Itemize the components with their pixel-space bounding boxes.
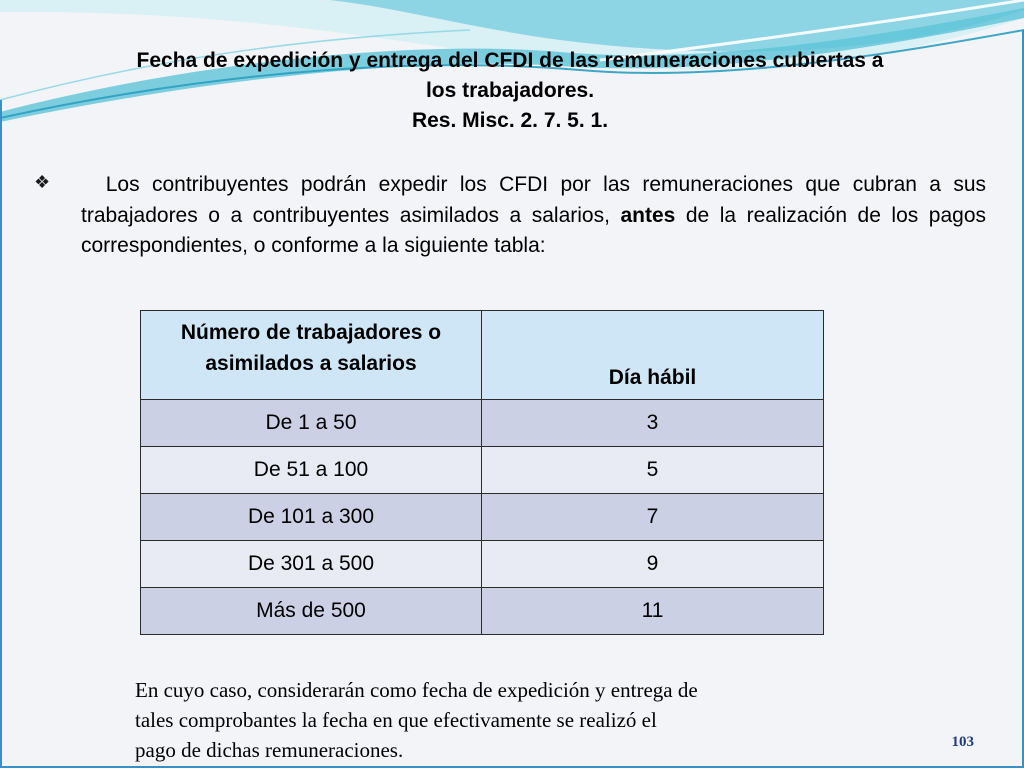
cell-day: 7 [482,494,824,541]
table-row [141,447,824,494]
title-line-2: los trabajadores. [425,79,595,102]
cell-range: De 101 a 300 [141,494,482,541]
header-business-day: Día hábil [482,311,824,400]
cell-range: De 301 a 500 [141,541,482,588]
note-line-2: tales comprobantes la fecha en que efectivamente se realizó el [135,708,657,732]
note-line-1: En cuyo caso, considerarán como fecha de expedición y entrega de [135,678,698,702]
cell-range: De 51 a 100 [141,447,482,494]
cell-range: Más de 500 [141,588,482,635]
title-line-3: Res. Misc. 2. 7. 5. 1. [411,109,609,132]
header-workers-line-2: asimilados a salarios [205,352,417,375]
diamond-bullet-icon: ❖ [34,172,51,192]
header-workers-line-1: Número de trabajadores o [180,321,442,344]
table-row [141,588,824,635]
footer-note [135,675,835,765]
note-line-3: pago de dichas remuneraciones. [135,738,404,762]
cell-day: 3 [482,400,824,447]
bullet-text-part-1: Los contribuyentes podrán expedir los CFDI por las remuneraciones que cubran a sus trabajadores o a contribuyentes asimilados a salarios, [81,173,987,227]
cell-day: 5 [482,447,824,494]
workers-day-table [140,310,824,635]
cell-day: 11 [482,588,824,635]
bullet-text [81,170,986,262]
header-workers [141,311,482,400]
slide-title [40,46,980,136]
cell-day: 9 [482,541,824,588]
cell-range: De 1 a 50 [141,400,482,447]
bullet-text-bold: antes [620,203,676,227]
bullet-text-part-2: de la realización de los pagos correspondientes, o conforme a la siguiente tabla: [81,203,987,257]
page-number: 103 [951,734,974,750]
table-row [141,494,824,541]
title-line-1: Fecha de expedición y entrega del CFDI de las remuneraciones cubiertas a [136,49,884,72]
table-header-row [141,311,824,400]
table-row [141,400,824,447]
table-row [141,541,824,588]
